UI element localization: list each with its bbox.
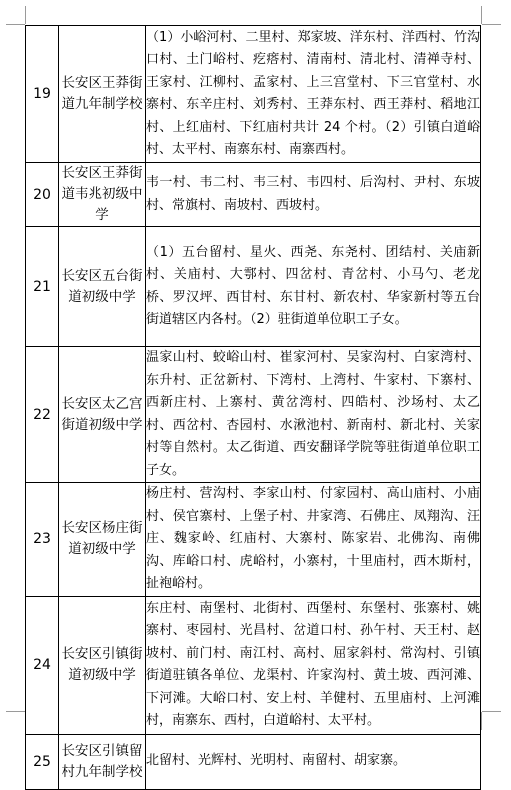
- table-row: [26, 227, 481, 347]
- school-name: 长安区王莽街道九年制学校: [59, 26, 146, 163]
- table-row: [26, 163, 481, 227]
- crop-mark-top-left: [25, 6, 26, 24]
- table-row: [26, 734, 481, 789]
- row-number: 21: [26, 227, 59, 347]
- crop-mark-top-right: [481, 6, 482, 24]
- table-row: [26, 347, 481, 483]
- service-area: （1）五台留村、星火、西尧、东尧村、团结村、关庙新村、关庙村、大鄠村、四岔村、青岔村、小马勺、老龙桥、罗汉坪、西甘村、东甘村、新农村、华家新村等五台街道辖区内各村。（2）驻街道单位职工子女。: [146, 227, 481, 347]
- school-name: 长安区王莽街道韦兆初级中学: [59, 163, 146, 227]
- crop-mark-bottom-left-h: [6, 711, 25, 712]
- service-area: （1）小峪河村、二里村、郑家坡、洋东村、洋西村、竹沟口村、土门峪村、疙瘩村、清南村、清北村、清禅寺村、王家村、江柳村、孟家村、上三宫堂村、下三官堂村、水寨村、东辛庄村、刘秀村、王莽东村、西王莽村、稻地江村、上红庙村、下红庙村共计 24 个村。（2）引镇白道峪村、太平村、南寨东村、南寨西村。: [146, 26, 481, 163]
- service-area: 杨庄村、营沟村、李家山村、付家园村、高山庙村、小庙村、侯官寨村、上堡子村、井家湾、石佛庄、凤翔沟、汪庄、魏家岭、红庙村、大寨村、陈家岩、北佛沟、南佛沟、库峪口村、虎峪村，小寨村，十里庙村，西木斯村，扯袍峪村。: [146, 483, 481, 597]
- school-name: 长安区杨庄街道初级中学: [59, 483, 146, 597]
- service-area: 韦一村、韦二村、韦三村、韦四村、后沟村、尹村、东坡村、常旗村、南坡村、西坡村。: [146, 163, 481, 227]
- school-name: 长安区引镇街道初级中学: [59, 596, 146, 734]
- row-number: 23: [26, 483, 59, 597]
- crop-mark-top-left-h: [6, 24, 25, 25]
- row-number: 24: [26, 596, 59, 734]
- school-name: 长安区引镇留村九年制学校: [59, 734, 146, 789]
- crop-mark-bottom-right-h: [482, 711, 501, 712]
- row-number: 19: [26, 26, 59, 163]
- row-number: 22: [26, 347, 59, 483]
- service-area: 温家山村、蛟峪山村、崔家河村、吴家沟村、白家湾村、东升村、正岔新村、下湾村、上湾村、牛家村、下寨村、西新庄村、上寨村、黄岔湾村、四皓村、沙场村、太乙村、西岔村、杏园村、水湫池村、新南村、新北村、关家村等自然村。太乙街道、西安翻译学院等驻街道单位职工子女。: [146, 347, 481, 483]
- school-name: 长安区太乙宫街道初级中学: [59, 347, 146, 483]
- crop-mark-bottom-right: [481, 712, 482, 730]
- school-name: 长安区五台街道初级中学: [59, 227, 146, 347]
- service-area: 北留村、光辉村、光明村、南留村、胡家寨。: [146, 734, 481, 789]
- table-row: [26, 26, 481, 163]
- row-number: 20: [26, 163, 59, 227]
- table-row: [26, 596, 481, 734]
- crop-mark-top-right-h: [482, 24, 501, 25]
- row-number: 25: [26, 734, 59, 789]
- table-row: [26, 483, 481, 597]
- service-area: 东庄村、南堡村、北街村、西堡村、东堡村、张寨村、姚寨村、枣园村、光昌村、岔道口村、孙午村、天王村、赵坡村、前门村、南江村、高村、屈家斜村、常沟村、引镇街道驻镇各单位、龙渠村、许家沟村、黄土坡、西河滩、下河滩。大峪口村、安上村、羊健村、五里庙村、上河滩村，南寨东、西村，白道峪村、太平村。: [146, 596, 481, 734]
- enrollment-area-table: [25, 25, 481, 790]
